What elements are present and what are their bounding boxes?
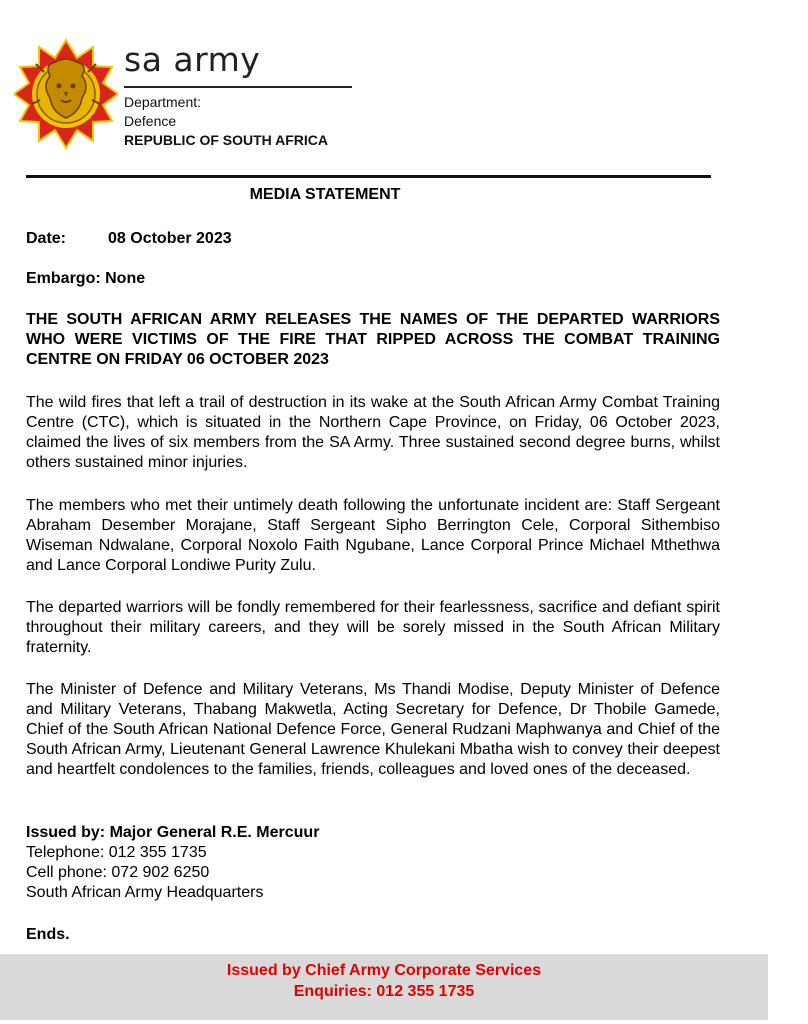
paragraph-names: The members who met their untimely death following the unfortunate incident are: Staff Sergeant Abraham Desember Morajane, Staff Sergeant Sipho Berrington Cele, Corporal Sithembiso Wiseman Ndwalane, Corporal Noxolo Faith Ngubane, Lance Corporal Prince Michael Mthethwa and Lance Corporal Londiwe Purity Zulu. <box>26 497 720 574</box>
department-name: Defence <box>124 113 177 129</box>
footer-issuer: Issued by Chief Army Corporate Services <box>226 962 542 979</box>
issued-by: Issued by: Major General R.E. Mercuur <box>26 824 320 841</box>
paragraph-remembrance: The departed warriors will be fondly remembered for their fearlessness, sacrifice and defiant spirit throughout their military careers, and they will be sorely missed in the South African Military fraternity. <box>26 599 720 656</box>
brand-underline <box>124 86 352 88</box>
paragraph-incident: The wild fires that left a trail of destruction in its wake at the South African Army Combat Training Centre (CTC), which is situated in the Northern Cape Province, on Friday, 06 October 2023, claimed the lives of six members from the SA Army. Three sustained second degree burns, whilst others sustained minor injuries. <box>26 394 720 471</box>
document-title: MEDIA STATEMENT <box>249 186 401 203</box>
embargo-line: Embargo: None <box>26 270 146 287</box>
department-block <box>124 93 328 150</box>
header-divider <box>26 175 711 178</box>
telephone: Telephone: 012 355 1735 <box>26 844 207 861</box>
date-value: 08 October 2023 <box>108 230 232 247</box>
sa-army-logo-icon <box>14 38 118 150</box>
footer-enquiries: Enquiries: 012 355 1735 <box>293 983 475 1000</box>
paragraph-condolences: The Minister of Defence and Military Veterans, Ms Thandi Modise, Deputy Minister of Defence and Military Veterans, Thabang Makwetla, Acting Secretary for Defence, Dr Thobile Gamede, Chief of the South African National Defence Force, General Rudzani Maphwanya and Chief of the South African Army, Lieutenant General Lawrence Khulekani Mbatha wish to convey their deepest and heartfelt condolences to the families, friends, colleagues and loved ones of the deceased. <box>26 681 720 778</box>
headline: THE SOUTH AFRICAN ARMY RELEASES THE NAMES OF THE DEPARTED WARRIORS WHO WERE VICTIMS OF THE FIRE THAT RIPPED ACROSS THE COMBAT TRAINING CENTRE ON FRIDAY 06 OCTOBER 2023 <box>26 311 720 368</box>
cell-phone: Cell phone: 072 902 6250 <box>26 864 210 881</box>
department-label: Department: <box>124 94 202 110</box>
contact-block <box>26 823 319 903</box>
headquarters: South African Army Headquarters <box>26 884 264 901</box>
date-label: Date: <box>26 230 67 247</box>
country-name: REPUBLIC OF SOUTH AFRICA <box>124 132 329 148</box>
ends-marker: Ends. <box>26 926 70 943</box>
footer-banner <box>0 954 768 1020</box>
brand-name: sa army <box>124 40 261 79</box>
